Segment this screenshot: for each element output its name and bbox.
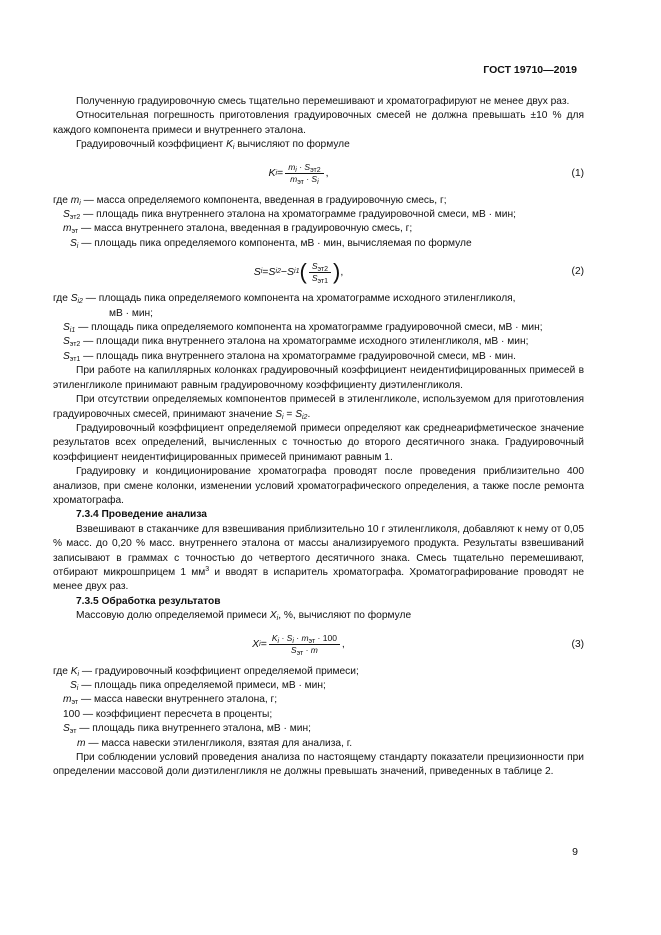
definition-row: 100 — коэффициент пересчета в проценты; — [63, 708, 273, 720]
page-number: 9 — [572, 846, 578, 858]
paragraph: При отсутствии определяемых компонентов примесей в этиленгликоле, используемом для приготовления градуировочных смесей, принимают значение $S_i = S_{i2}$. — [53, 394, 584, 421]
paragraph: Градуировочный коэффициент $K_i$ вычисляют по формуле — [76, 139, 350, 152]
definition-row: $S_i$ — площадь пика определяемого компонента, мВ · мин, вычисляемая по формуле — [70, 237, 472, 250]
formula-2: S i = S i2 − S i1 ( $\frac{S_{эт2}}{S_{эт1}}$ ) , (2) — [253, 259, 584, 285]
fraction: $\frac{S_{эт2}}{S_{эт1}}$ — [309, 261, 331, 284]
definition-row: $S_{эт1}$ — площадь пика внутреннего эталона на хроматограмме градуировочной смеси, мВ · мин. — [63, 350, 516, 363]
standard-header: ГОСТ 19710—2019 — [483, 64, 577, 76]
definition-row: m — масса навески этиленгликоля, взятая для анализа, г. — [77, 737, 353, 749]
formula-3: X i = $\frac{K_i \cdot S_i \cdot m_{эт} \cdot 100}{S_{эт} \cdot m}$ , (3) — [252, 633, 584, 658]
paragraph: Градуировочный коэффициент определяемой примеси определяют как среднеарифметическое значение результатов всех определений, вычисленных с точностью до второго десятичного знака. Градуировочный коэффициент неидентифицированных примесей принимают равным 1. — [53, 422, 584, 463]
definition-row: $S_{эт2}$ — площадь пика внутреннего эталона на хроматограмме градуировочной смеси, мВ · мин; — [63, 209, 516, 222]
paragraph: Градуировку и кондиционирование хроматографа проводят после проведения приблизительно 400 анализов, при смене колонки, изменении условий хроматографического определения, а также после ремонта хроматографа. — [53, 466, 584, 506]
definition-row: $S_{i1}$ — площадь пика определяемого компонента на хроматограмме градуировочной смеси, мВ · мин; — [63, 322, 543, 335]
definition-row: $m_{эт}$ — масса навески внутреннего эталона, г; — [63, 694, 278, 707]
definition-row: где $K_i$ — градуировочный коэффициент определяемой примеси; — [53, 665, 359, 678]
section-heading: 7.3.4 Проведение анализа — [76, 509, 207, 521]
fraction: $\frac{m_i \cdot S_{эт2}}{m_{эт} \cdot S_i}$ — [285, 162, 323, 185]
paragraph: Взвешивают в стаканчике для взвешивания приблизительно 10 г этиленгликоля, добавляют к нему от 0,05 % масс. до 0,20 % масс. внутреннего эталона от массы анализируемого продукта. Результаты взвешиваний записывают в граммах с точностью до четвертого десятичного знака. Смесь тщательно перемешивают, отбирают микрошприцем 1 $мм^3$ и вводят в испаритель хроматографа. Хроматографирование проводят не менее двух раз. — [53, 523, 584, 593]
paragraph: Массовую долю определяемой примеси $X_i$, %, вычисляют по формуле — [76, 610, 412, 623]
main-text — [53, 95, 584, 780]
section-heading: 7.3.5 Обработка результатов — [76, 595, 221, 607]
definition-row: $S_{эт}$ — площадь пика внутреннего эталона, мВ · мин; — [63, 723, 311, 736]
formula-1: K i = $\frac{m_i \cdot S_{эт2}}{m_{эт} \cdot S_i}$ , (1) — [268, 162, 584, 187]
paragraph: При работе на капиллярных колонках градуировочный коэффициент неидентифицированных примесей в этиленгликоле принимают равным градуировочному коэффициенту диэтиленгликоля. — [53, 365, 584, 391]
definition-row: где $m_i$ — масса определяемого компонента, введенная в градуировочную смесь, г; — [53, 194, 447, 207]
formula-number: (1) — [571, 167, 584, 179]
definition-row: $m_{эт}$ — масса внутреннего эталона, введенная в градуировочную смесь, г; — [63, 223, 413, 236]
paragraph: При соблюдении условий проведения анализа по настоящему стандарту показатели прецизионности при определении массовой доли диэтиленгликля не должны превышать значений, приведенных в таблице 2. — [53, 752, 584, 778]
paragraph: Относительная погрешность приготовления градуировочных смесей не должна превышать ±10 % для каждого компонента примеси и внутреннего эталона. — [53, 110, 584, 136]
fraction: $\frac{K_i \cdot S_i \cdot m_{эт} \cdot 100}{S_{эт} \cdot m}$ — [269, 633, 340, 656]
paragraph: Полученную градуировочную смесь тщательно перемешивают и хроматографируют не менее двух раз. — [76, 96, 570, 107]
definition-row: $S_i$ — площадь пика определяемой примеси, мВ · мин; — [70, 680, 326, 692]
where-list-2 — [53, 292, 584, 364]
where-list-1 — [53, 194, 584, 252]
definition-row: $S_{эт2}$ — площади пика внутреннего эталона на хроматограмме исходного этиленгликоля, мВ · мин; — [63, 336, 529, 349]
formula-number: (3) — [571, 638, 584, 650]
definition-row-continuation: мВ · мин; — [109, 307, 154, 319]
definition-row: где $S_{i2}$ — площадь пика определяемого компонента на хроматограмме исходного этиленгликоля, — [53, 293, 516, 306]
where-list-3 — [53, 665, 584, 751]
formula-number: (2) — [571, 266, 584, 278]
